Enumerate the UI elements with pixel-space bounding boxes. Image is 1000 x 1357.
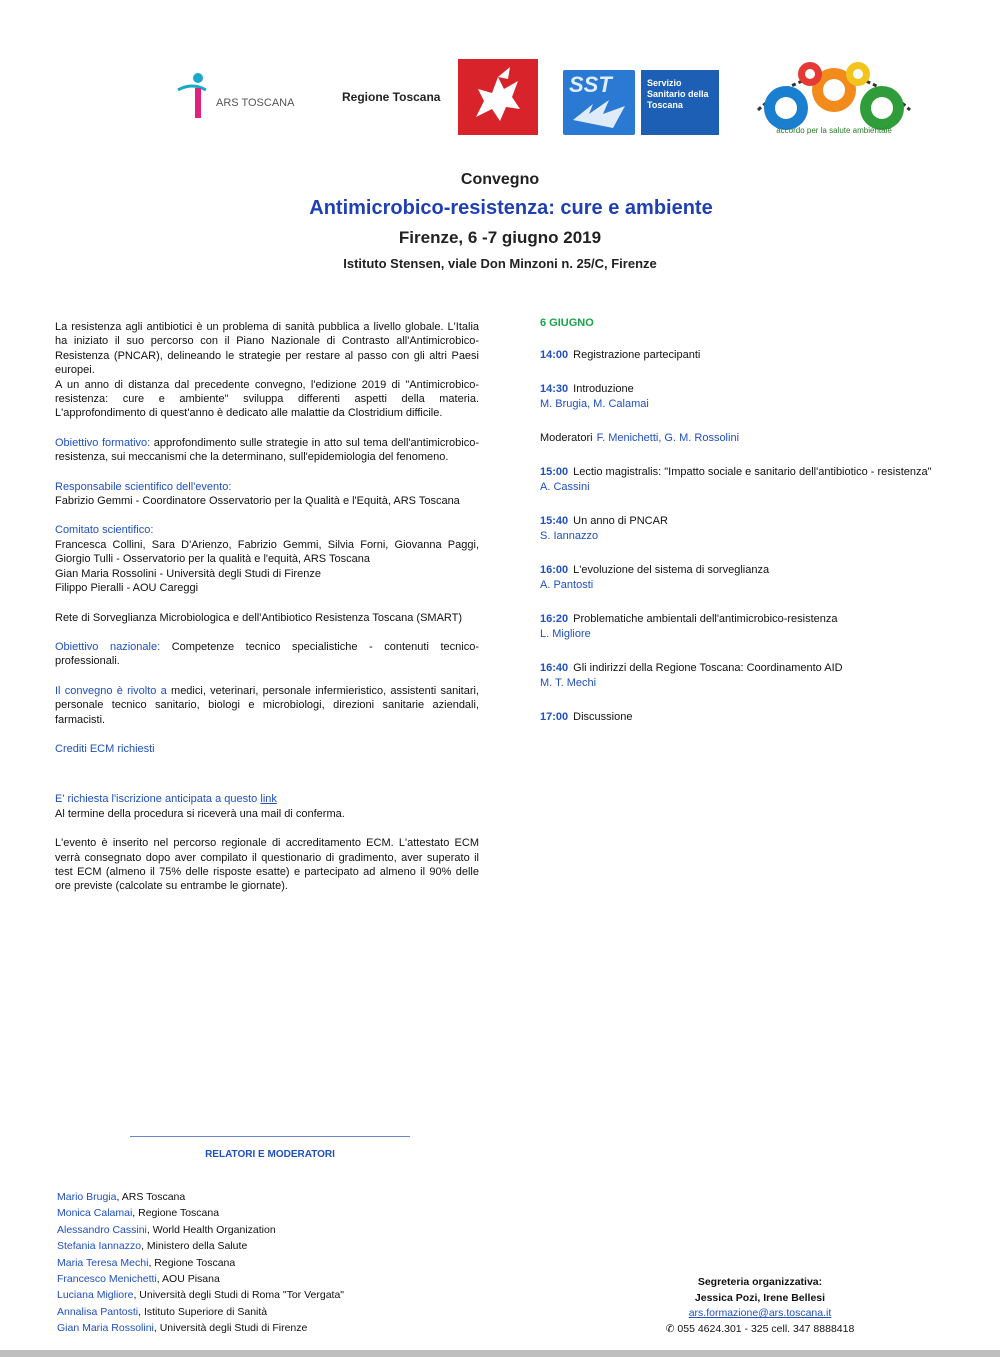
moderatori-names: F. Menichetti, G. M. Rossolini (596, 432, 740, 444)
relatore-item (57, 1255, 497, 1271)
programme-time: 15:40 (540, 515, 569, 527)
regione-toscana-label: Regione Toscana (342, 90, 441, 104)
programme-title: Lectio magistralis: "Impatto sociale e sanitario dell'antibiotico - resistenza" (573, 466, 932, 478)
programme-time: 16:40 (540, 662, 569, 674)
intro-text-1: La resistenza agli antibiotici è un problema di sanità pubblica a livello globale. L'Italia ha iniziato il suo percorso con il Piano Nazionale di Contrasto all'Antimicrobico- Resistenza (PNCAR), delineando le strategie per restare al passo con gli altri Paesi europei. (55, 321, 479, 377)
relatore-affiliation: , AOU Pisana (156, 1273, 220, 1286)
relatore-affiliation: , World Health Organization (146, 1223, 276, 1236)
programme-time: 16:20 (540, 613, 569, 625)
ecm-paragraph: L'evento è inserito nel percorso regionale di accreditamento ECM. L'attestato ECM verrà consegnato dopo aver compilato il questionario di gradimento, aver superato il test ECM (almeno il 75% delle risposte esatte) e partecipato ad almeno il 90% delle ore previste (calcolate su entrambe le giornate). (55, 837, 479, 893)
ambiente-salute-caption: accordo per la salute ambientale (776, 126, 892, 135)
ars-toscana-logo (176, 68, 326, 124)
phone-icon: ✆ (665, 1322, 678, 1335)
sst-badge (563, 70, 635, 135)
event-title: Antimicrobico-resistenza: cure e ambiente (309, 197, 713, 219)
segreteria-title: Segreteria organizzativa: (697, 1276, 823, 1288)
programme-time: 15:00 (540, 466, 569, 478)
responsabile-label: Responsabile scientifico dell'evento: (55, 480, 232, 493)
programme-item (540, 661, 960, 691)
programme-item (540, 465, 960, 495)
programme-speaker: S. Iannazzo (540, 530, 599, 542)
programme-day: 6 GIUGNO (540, 317, 594, 329)
programme-time: 14:30 (540, 383, 569, 395)
programme-title: Registrazione partecipanti (573, 349, 701, 361)
sst-short-label: SST (569, 72, 612, 97)
sst-side-label: Servizio Sanitario della Toscana (641, 70, 719, 135)
moderatori-row (540, 431, 960, 446)
ars-logo-text: ARS TOSCANA (216, 97, 295, 109)
moderatori-label: Moderatori (540, 432, 593, 444)
programme-item (540, 348, 960, 363)
relatore-affiliation: , Istituto Superiore di Sanità (138, 1305, 268, 1318)
obiettivo-nazionale-block (55, 640, 479, 669)
relatore-affiliation: , Ministero della Salute (141, 1240, 248, 1253)
relatore-name: Monica Calamai (57, 1207, 133, 1220)
event-description-column (55, 320, 479, 909)
relatore-affiliation: , Regione Toscana (132, 1207, 220, 1220)
relatore-affiliation: , Università degli Studi di Roma "Tor Vergata" (133, 1289, 345, 1302)
relatore-name: Alessandro Cassini (57, 1223, 147, 1236)
programme-speaker: M. Brugia, M. Calamai (540, 398, 649, 410)
iscrizione-link[interactable]: link (260, 793, 277, 806)
relatore-item (57, 1304, 497, 1320)
programme-speaker: M. T. Mechi (540, 677, 597, 689)
comitato-label: Comitato scientifico: (55, 524, 154, 537)
relatore-name: Francesco Menichetti (57, 1273, 157, 1286)
programme-item (540, 382, 960, 412)
responsabile-text: Fabrizio Gemmi - Coordinatore Osservatorio per la Qualità e l'Equità, ARS Toscana (55, 495, 460, 508)
intro-text-2: A un anno di distanza dal precedente convegno, l'edizione 2019 di "Antimicrobico-resistenza: cure e ambiente" sviluppa differenti aspetti della materia. L'approfondimento di quest'anno è dedicato alle malattie da Clostridium difficile. (55, 378, 479, 420)
relatori-heading: RELATORI E MODERATORI (205, 1149, 335, 1160)
regione-toscana-pegasus-logo (458, 59, 538, 135)
obiettivo-nazionale-text: Competenze tecnico specialistiche - contenuti tecnico-professionali. (55, 640, 479, 668)
segreteria-phone (600, 1322, 920, 1338)
programme-title: Gli indirizzi della Regione Toscana: Coordinamento AID (573, 662, 843, 674)
destinatari-label: Il convegno è rivolto a (55, 684, 167, 697)
segreteria-email-link[interactable]: ars.formazione@ars.toscana.it (688, 1307, 832, 1319)
intro-paragraph (55, 320, 479, 421)
relatore-item (57, 1287, 497, 1303)
programme-title: L'evoluzione del sistema di sorveglianza (573, 564, 770, 576)
relatore-name: Mario Brugia (57, 1191, 117, 1203)
sst-logo (563, 70, 719, 135)
programme-column (540, 316, 960, 744)
relatore-name: Gian Maria Rossolini (57, 1322, 154, 1335)
relatore-affiliation: , Università degli Studi di Firenze (153, 1322, 308, 1335)
comitato-line-2: Gian Maria Rossolini - Università degli Studi di Firenze (55, 567, 321, 580)
obiettivo-formativo-text: approfondimento sulle strategie in atto sul tema dell'antimicrobico-resistenza, sui meccanismi che la determinano, sull'epidemiologia del fenomeno. (55, 436, 479, 464)
relatore-name: Luciana Migliore (57, 1289, 134, 1302)
event-type-heading: Convegno (460, 171, 540, 188)
programme-time: 17:00 (540, 711, 569, 723)
relatore-name: Annalisa Pantosti (57, 1305, 139, 1318)
relatore-item (57, 1238, 497, 1254)
relatore-name: Maria Teresa Mechi (57, 1256, 149, 1269)
relatori-divider (130, 1136, 410, 1137)
relatore-item (57, 1320, 497, 1336)
relatore-item (57, 1271, 497, 1287)
programme-title: Introduzione (573, 383, 634, 395)
segreteria-phone-number: 055 4624.301 - 325 cell. 347 8888418 (677, 1322, 855, 1335)
relatore-name: Stefania Iannazzo (57, 1240, 142, 1253)
iscrizione-block (55, 792, 479, 821)
comitato-block (55, 523, 479, 595)
page-bottom-border (0, 1350, 1000, 1357)
programme-time: 16:00 (540, 564, 569, 576)
segreteria-names: Jessica Pozi, Irene Bellesi (694, 1291, 826, 1304)
programme-speaker: A. Pantosti (540, 579, 594, 591)
programme-item (540, 710, 960, 725)
event-date: Firenze, 6 -7 giugno 2019 (398, 228, 602, 247)
comitato-line-1: Francesca Collini, Sara D'Arienzo, Fabrizio Gemmi, Silvia Forni, Giovanna Paggi, Giorgio Tulli - Osservatorio per la qualità e l'equità, ARS Toscana (55, 538, 479, 566)
rete-smart: Rete di Sorveglianza Microbiologica e dell'Antibiotico Resistenza Toscana (SMART) (55, 611, 463, 624)
relatori-list (57, 1189, 497, 1337)
programme-item (540, 563, 960, 593)
programme-title: Discussione (573, 711, 633, 723)
relatore-item (57, 1189, 497, 1205)
responsabile-block (55, 480, 479, 509)
iscrizione-label: E' richiesta l'iscrizione anticipata a questo (55, 793, 258, 806)
programme-item (540, 514, 960, 544)
segreteria-block (600, 1275, 920, 1337)
programme-title: Problematiche ambientali dell'antimicrobico-resistenza (573, 613, 838, 625)
programme-speaker: L. Migliore (540, 628, 591, 640)
relatore-affiliation: , ARS Toscana (116, 1191, 186, 1203)
iscrizione-text: Al termine della procedura si riceverà una mail di conferma. (55, 807, 345, 820)
destinatari-block (55, 684, 479, 727)
relatore-affiliation: , Regione Toscana (148, 1256, 236, 1269)
destinatari-text: medici, veterinari, personale infermieristico, assistenti sanitari, personale tecnico sanitario, biologi e microbiologi, direzioni sanitarie aziendali, farmacisti. (55, 684, 479, 726)
obiettivo-nazionale-label: Obiettivo nazionale: (55, 640, 161, 653)
obiettivo-formativo-label: Obiettivo formativo: (55, 436, 151, 449)
comitato-line-3: Filippo Pieralli - AOU Careggi (55, 582, 199, 595)
programme-item (540, 612, 960, 642)
programme-title: Un anno di PNCAR (573, 515, 668, 527)
relatore-item (57, 1222, 497, 1238)
programme-speaker: A. Cassini (540, 481, 590, 493)
crediti-ecm: Crediti ECM richiesti (55, 742, 155, 755)
relatore-item (57, 1205, 497, 1221)
obiettivo-formativo-block (55, 436, 479, 465)
programme-time: 14:00 (540, 349, 569, 361)
event-venue: Istituto Stensen, viale Don Minzoni n. 25/C, Firenze (343, 256, 657, 271)
